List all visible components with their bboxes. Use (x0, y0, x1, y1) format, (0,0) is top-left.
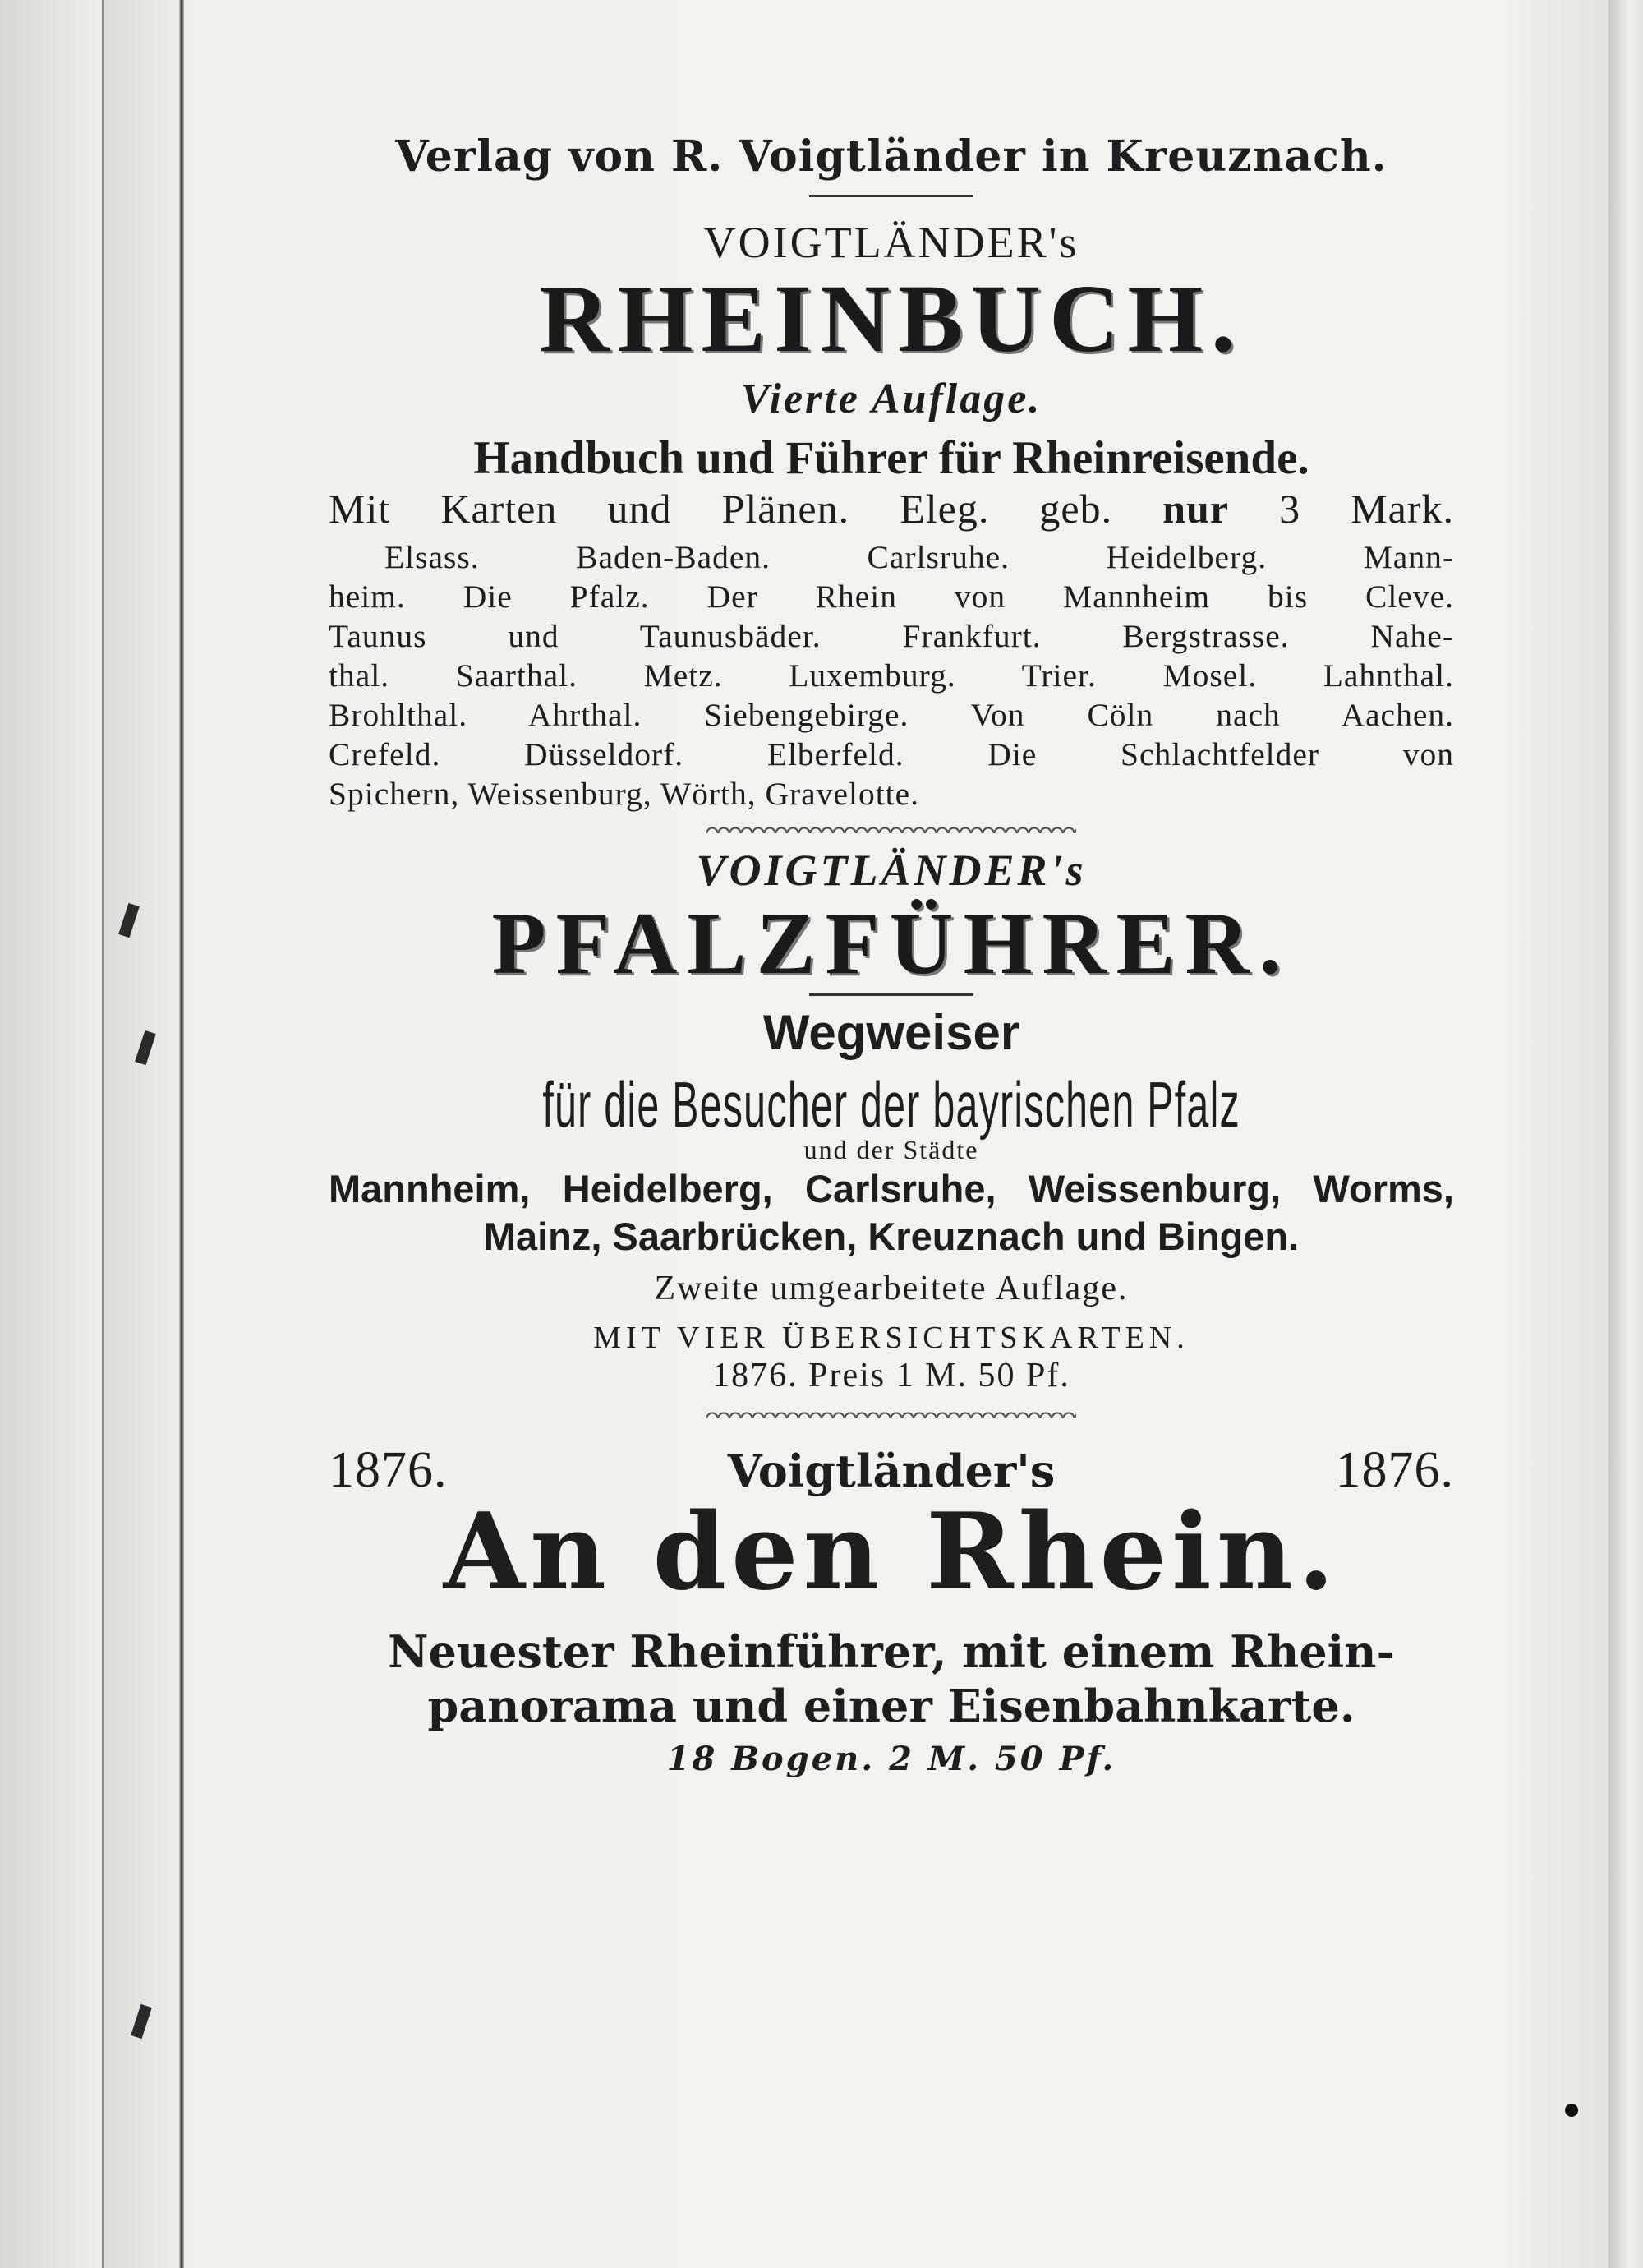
rheinbuch-edition: Vierte Auflage. (740, 375, 1042, 422)
contents-line: Spichern, Weissenburg, Wörth, Gravelotte. (329, 775, 920, 812)
an-den-rhein-description (329, 1625, 1454, 1733)
rheinbuch-title: RHEINBUCH. (539, 265, 1244, 372)
description-line: panorama und einer Eisenbahnkarte. (427, 1680, 1355, 1733)
an-den-rhein-owner: Voigtländer's (727, 1444, 1056, 1497)
contents-line: thal. Saarthal. Metz. Luxemburg. Trier. Mosel. Lahnthal. (329, 657, 1454, 694)
contents-line: Elsass. Baden-Baden. Carlsruhe. Heidelberg. Mann- (384, 538, 1454, 575)
contents-line: Brohlthal. Ahrthal. Siebengebirge. Von Cöln nach Aachen. (329, 696, 1454, 733)
right-page-edge (1608, 0, 1643, 2268)
pfalzfuehrer-cities: Mannheim, Heidelberg, Carlsruhe, Weissenburg, Worms, (329, 1166, 1454, 1210)
rheinbuch-price: 3 Mark. (1279, 485, 1454, 532)
wavy-divider (706, 825, 1076, 833)
rheinbuch-maps: Mit Karten und Plänen. Eleg. geb. (329, 485, 1113, 532)
pfalzfuehrer-title: PFALZFÜHRER. (491, 894, 1291, 993)
contents-line: Taunus und Taunusbäder. Frankfurt. Bergstrasse. Nahe- (329, 617, 1454, 654)
wavy-divider (706, 1410, 1076, 1418)
rheinbuch-owner: VOIGTLÄNDER's (703, 218, 1079, 267)
pfalzfuehrer-connector: und der Städte (803, 1134, 979, 1164)
an-den-rhein-price: 18 Bogen. 2 M. 50 Pf. (666, 1740, 1116, 1779)
an-den-rhein-title: An den Rhein. (443, 1490, 1340, 1614)
rheinbuch-ad (329, 217, 1454, 814)
contents-line: Crefeld. Düsseldorf. Elberfeld. Die Schlachtfelder von (329, 735, 1454, 772)
rheinbuch-subtitle: Handbuch und Führer für Rheinreisende. (473, 431, 1309, 484)
rheinbuch-contents (329, 537, 1454, 814)
rheinbuch-price-strong: nur (1162, 485, 1230, 532)
ink-speck (1565, 2104, 1578, 2117)
year-right: 1876. (1335, 1441, 1454, 1498)
rheinbuch-price-line (329, 485, 1454, 532)
pfalzfuehrer-tagline-wrap (329, 1067, 1454, 1141)
pfalzfuehrer-maps: MIT VIER ÜBERSICHTSKARTEN. (593, 1320, 1190, 1355)
pfalzfuehrer-price: 1876. Preis 1 M. 50 Pf. (712, 1356, 1070, 1394)
year-left: 1876. (329, 1441, 448, 1498)
pfalzfuehrer-owner: VOIGTLÄNDER's (696, 845, 1087, 895)
description-line: Neuester Rheinführer, mit einem Rhein- (388, 1625, 1395, 1679)
contents-line: heim. Die Pfalz. Der Rhein von Mannheim bis Cleve. (329, 578, 1454, 615)
divider (809, 993, 973, 996)
pfalzfuehrer-edition: Zweite umgearbeitete Auflage. (654, 1269, 1129, 1307)
pfalzfuehrer-tagline: für die Besucher der bayrischen Pfalz (542, 1067, 1240, 1141)
an-den-rhein-ad (329, 1441, 1454, 1779)
divider (809, 195, 973, 197)
pfalzfuehrer-ad (329, 845, 1454, 1395)
publisher-line: Verlag von R. Voigtländer in Kreuznach. (395, 131, 1388, 182)
pfalzfuehrer-cities: Mainz, Saarbrücken, Kreuznach und Bingen. (483, 1214, 1300, 1258)
advertisement-page (329, 131, 1454, 1778)
page-spine (179, 0, 184, 2268)
pfalzfuehrer-heading: Wegweiser (762, 1004, 1020, 1060)
